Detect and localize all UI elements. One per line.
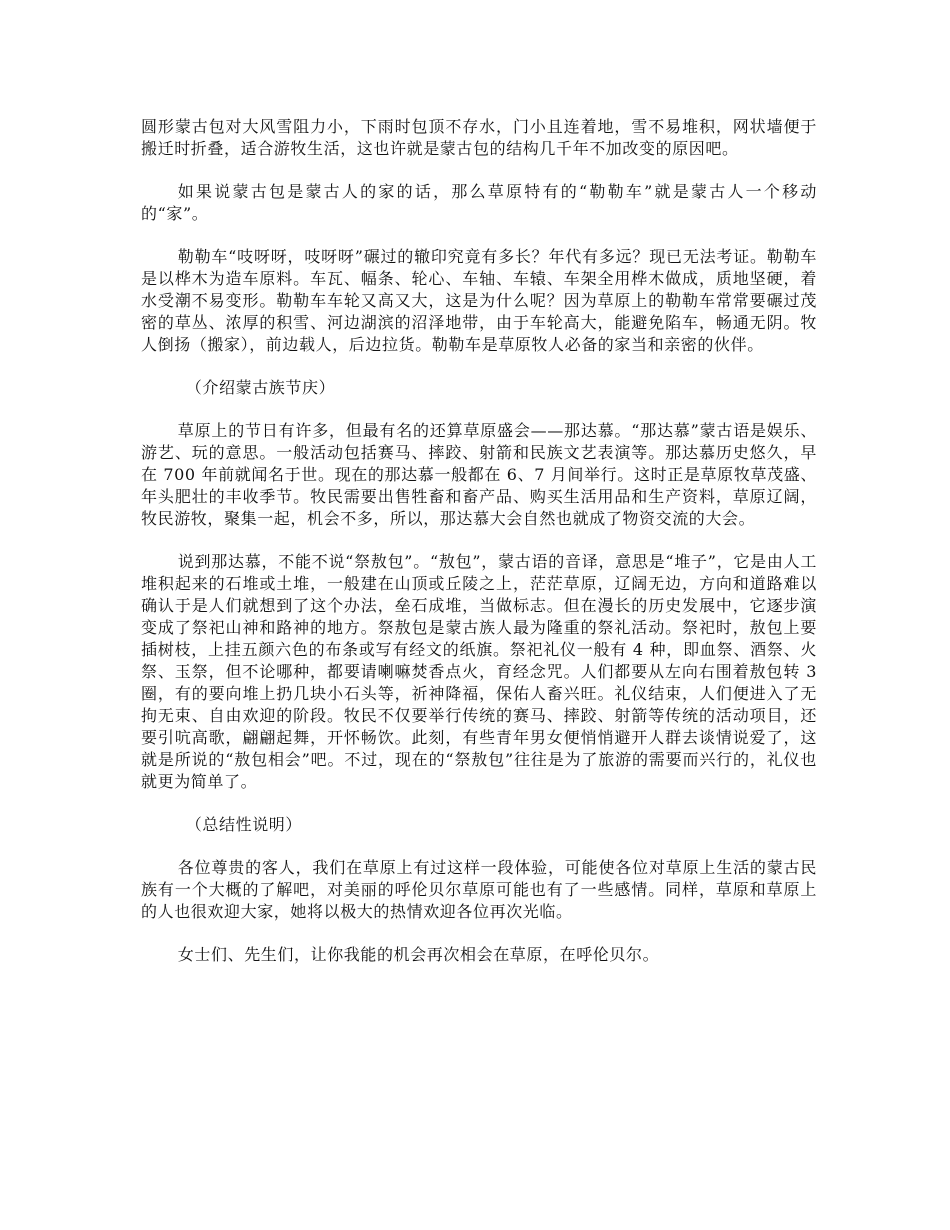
document-body bbox=[141, 116, 817, 987]
paragraph-lele-cart-detail: 勒勒车“吱呀呀，吱呀呀”碾过的辙印究竟有多长？年代有多远？现已无法考证。勒勒车是以桦木为造车原料。车瓦、幅条、轮心、车轴、车辕、车架全用桦木做成，质地坚硬，着水受潮不易变形。勒勒车车轮又高又大，这是为什么呢？因为草原上的勒勒车常常要碾过茂密的草丛、浓厚的积雪、河边湖滨的沼泽地带，由于车轮高大，能避免陷车，畅通无阴。牧人倒扬（搬家），前边载人，后边拉货。勒勒车是草原牧人必备的家当和亲密的伙伴。 bbox=[141, 247, 817, 354]
paragraph-closing-welcome: 各位尊贵的客人，我们在草原上有过这样一段体验，可能使各位对草原上生活的蒙古民族有一个大概的了解吧，对美丽的呼伦贝尔草原可能也有了一些感情。同样，草原和草原上的人也很欢迎大家，她将以极大的热情欢迎各位再次光临。 bbox=[141, 858, 817, 921]
section-note-summary: （总结性说明） bbox=[185, 815, 302, 834]
section-note-festivals: （介绍蒙古族节庆） bbox=[185, 378, 336, 397]
paragraph-farewell: 女士们、先生们，让你我能的机会再次相会在草原，在呼伦贝尔。 bbox=[177, 945, 660, 964]
paragraph-yurt-structure: 圆形蒙古包对大风雪阻力小，下雨时包顶不存水，门小且连着地，雪不易堆积，网状墙便于搬迁时折叠，适合游牧生活，这也许就是蒙古包的结构几千年不加改变的原因吧。 bbox=[141, 117, 817, 158]
paragraph-naadam: 草原上的节日有许多，但最有名的还算草原盛会——那达慕。“那达慕”蒙古语是娱乐、游艺、玩的意思。一般活动包括赛马、摔跤、射箭和民族文艺表演等。那达慕历史悠久，早在 700 年前就闻名于世。现在的那达慕一般都在 6、7 月间举行。这时正是草原牧草茂盛、年头肥壮的丰收季节。牧民需要出售牲畜和畜产品、购买生活用品和生产资料，草原辽阔，牧民游牧，聚集一起，机会不多，所以，那达慕大会自然也就成了物资交流的大会。 bbox=[141, 421, 817, 528]
paragraph-lele-cart-intro: 如果说蒙古包是蒙古人的家的话，那么草原特有的“勒勒车”就是蒙古人一个移动的“家”。 bbox=[141, 182, 817, 223]
paragraph-aobao: 说到那达慕，不能不说“祭敖包”。“敖包”，蒙古语的音译，意思是“堆子”，它是由人工堆积起来的石堆或土堆，一般建在山顶或丘陵之上，茫茫草原，辽阔无边，方向和道路难以确认于是人们就想到了这个办法，垒石成堆，当做标志。但在漫长的历史发展中，它逐步演变成了祭祀山神和路神的地方。祭敖包是蒙古族人最为隆重的祭礼活动。祭祀时，敖包上要插树枝，上挂五颜六色的布条或写有经文的纸旗。祭祀礼仪一般有 4 种，即血祭、酒祭、火祭、玉祭，但不论哪种，都要请喇嘛焚香点火，育经念咒。人们都要从左向右围着敖包转 3 圈，有的要向堆上扔几块小石头等，祈神降福，保佑人畜兴旺。礼仪结束，人们便进入了无拘无束、自由欢迎的阶段。牧民不仅要举行传统的赛马、摔跤、射箭等传统的活动项目，还要引吭高歌，翩翩起舞，开怀畅饮。此刻，有些青年男女便悄悄避开人群去谈情说爱了，这就是所说的“敖包相会”吧。不过，现在的“祭敖包”往往是为了旅游的需要而兴行的，礼仪也就更为简单了。 bbox=[141, 552, 817, 791]
